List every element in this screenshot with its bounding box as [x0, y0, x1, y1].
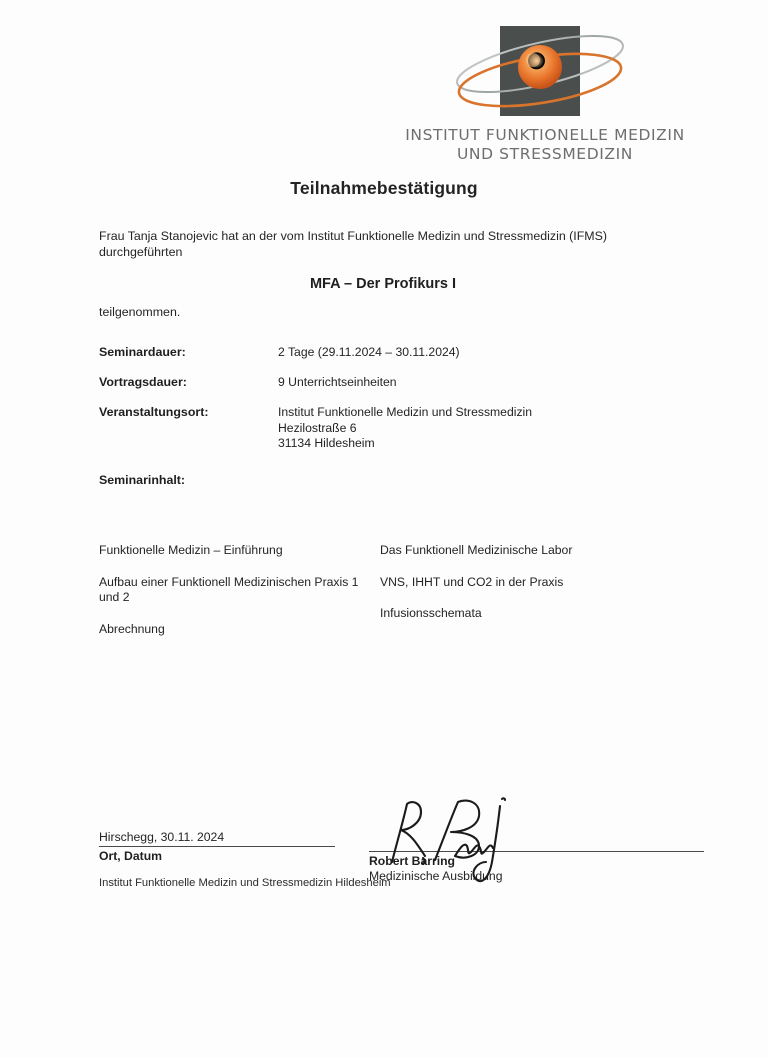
logo-wordmark-line2: UND STRESSMEDIZIN [456, 145, 633, 163]
detail-value [278, 405, 668, 452]
content-item: Funktionelle Medizin – Einführung [99, 543, 283, 557]
detail-value [278, 345, 668, 361]
detail-value-line: Hezilostraße 6 [278, 420, 357, 435]
detail-value-line: Institut Funktionelle Medizin und Stressmedizin [278, 405, 533, 419]
content-item: Infusionsschemata [380, 606, 482, 620]
detail-row [99, 345, 669, 361]
logo-wordmark [400, 126, 690, 164]
detail-row [99, 405, 669, 450]
detail-label: Seminardauer: [99, 345, 186, 359]
content-item: Das Funktionell Medizinische Labor [380, 543, 573, 557]
intro-paragraph: Frau Tanja Stanojevic hat an der vom Institut Funktionelle Medizin und Stressmedizin (IFMS) durchgeführten [99, 229, 608, 259]
place-date-caption: Ort, Datum [99, 849, 162, 863]
logo-mark-icon [400, 22, 690, 130]
page-title: Teilnahmebestätigung [290, 178, 478, 198]
detail-label: Veranstaltungsort: [99, 405, 209, 419]
detail-value [278, 375, 668, 391]
content-item: VNS, IHHT und CO2 in der Praxis [380, 574, 564, 589]
detail-label: Vortragsdauer: [99, 375, 187, 389]
date-signature-block [99, 830, 335, 863]
course-title: MFA – Der Profikurs I [309, 276, 457, 292]
organisation-line: Institut Funktionelle Medizin und Stressmedizin Hildesheim [99, 877, 391, 889]
detail-value-line: 9 Unterrichtseinheiten [278, 375, 397, 389]
content-item: Abrechnung [99, 621, 165, 636]
content-item: Aufbau einer Funktionell Medizinischen Praxis 1 und 2 [99, 574, 359, 604]
detail-row [99, 375, 669, 391]
content-column-left [99, 543, 374, 637]
institute-logo [400, 22, 690, 170]
signer-block [369, 790, 704, 883]
detail-value-line: 2 Tage (29.11.2024 – 30.11.2024) [278, 345, 460, 359]
signer-role: Medizinische Ausbildung [369, 869, 503, 883]
place-date-value: Hirschegg, 30.11. 2024 [99, 830, 225, 844]
logo-wordmark-line1: INSTITUT FUNKTIONELLE MEDIZIN [405, 126, 685, 144]
detail-value-line: 31134 Hildesheim [278, 436, 375, 450]
participation-statement: teilgenommen. [99, 305, 181, 319]
seminar-details [99, 345, 669, 450]
content-heading: Seminarinhalt: [99, 473, 186, 487]
signer-name: Robert Barring [369, 854, 455, 868]
content-column-right [380, 543, 670, 622]
